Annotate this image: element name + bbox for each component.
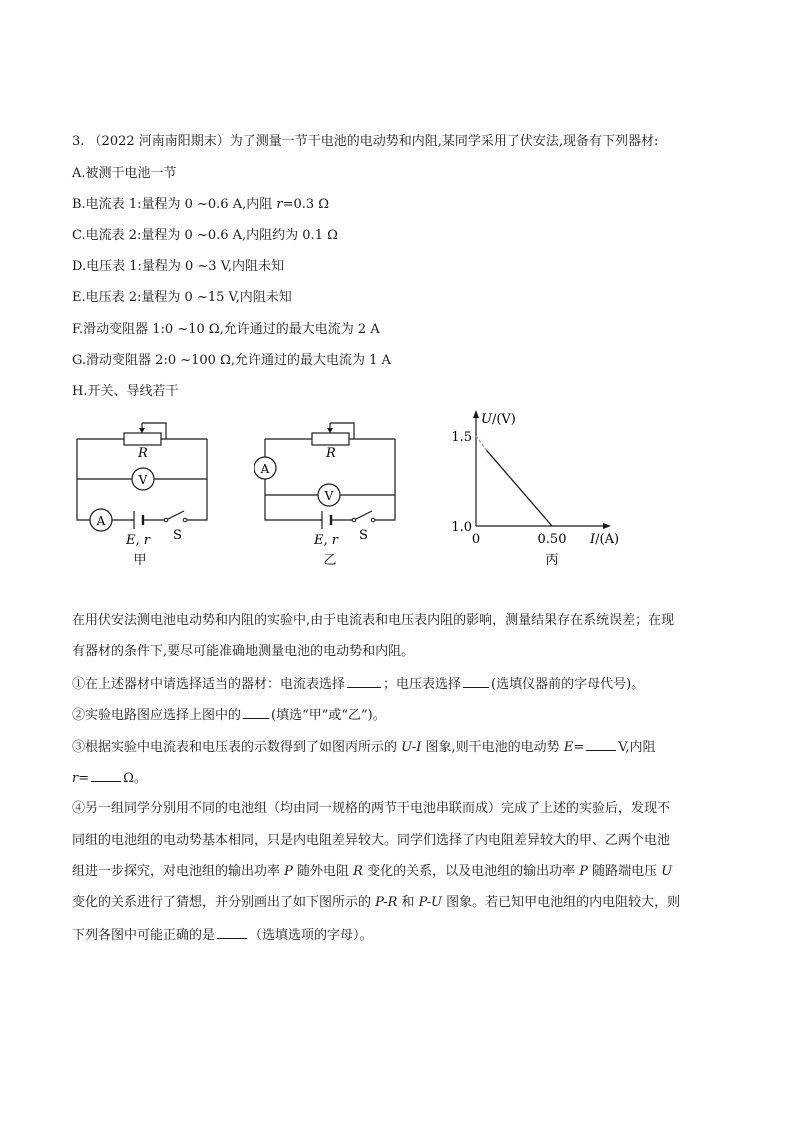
answer-blank-voltmeter[interactable] (463, 675, 489, 688)
option-e: E.电压表 2:量程为 0 ~15 V,内阻未知 (72, 290, 292, 305)
label-a: A (260, 462, 270, 476)
y-tick-bottom: 1.0 (451, 520, 472, 535)
label-r: R (138, 446, 148, 461)
x-tick-zero: 0 (471, 532, 481, 547)
caption-yi: 乙 (323, 553, 337, 568)
caption-jia: 甲 (133, 553, 147, 568)
label-er: E, r (314, 533, 338, 548)
question-stem-text: 为了测量一节干电池的电动势和内阻,某同学采用了伏安法,现备有下列器材: (229, 134, 659, 149)
x-axis-label: I/(A) (590, 532, 620, 547)
option-h: H.开关、导线若干 (72, 384, 179, 399)
label-s: S (173, 528, 182, 543)
ui-graph-bing (448, 405, 628, 570)
y-tick-top: 1.5 (451, 430, 472, 445)
question-number: 3. (72, 134, 85, 149)
circuit-yi (254, 405, 404, 570)
y-axis-label: U/(V) (481, 412, 516, 427)
slider-arrow-icon (327, 428, 333, 433)
resistor-r (124, 433, 161, 445)
ui-line-extension (476, 436, 487, 450)
question-4-line-2: 同组的电池组的电动势基本相同，只是内电阻差异较大。同学们选择了内电阻差异较大的甲、乙两个电池 (72, 833, 671, 848)
slider-arrow-icon (139, 428, 145, 433)
circuit-jia (66, 405, 216, 570)
intro-line-1: 在用伏安法测电池电动势和内阻的实验中,由于电流表和电压表内阻的影响，测量结果存在系统误差；在现 (72, 613, 675, 628)
answer-blank-resistance[interactable] (91, 769, 121, 782)
question-stem (72, 133, 658, 151)
resistor-r (312, 433, 349, 445)
slider-wire (142, 423, 166, 439)
answer-blank-ammeter[interactable] (347, 675, 381, 688)
label-s: S (359, 528, 368, 543)
answer-blank-choice[interactable] (217, 926, 247, 939)
question-source: （2022 河南南阳期末） (88, 134, 230, 149)
question-1: ①在上述器材中请选择适当的器材：电流表选择 ；电压表选择 (选填仪器前的字母代号)。 (72, 677, 645, 692)
question-3-cont: r= Ω。 (72, 771, 147, 786)
switch (354, 511, 372, 520)
ui-line (487, 450, 552, 526)
option-a: A.被测干电池一节 (72, 166, 177, 181)
option-f: F.滑动变阻器 1:0 ~10 Ω,允许通过的最大电流为 2 A (72, 322, 380, 337)
question-4-line-1: ④另一组同学分别用不同的电池组（均由同一规格的两节干电池串联而成）完成了上述的实验后，发现不 (72, 801, 671, 816)
question-2: ②实验电路图应选择上图中的 (填选“甲”或“乙”)。 (72, 708, 386, 723)
answer-blank-emf[interactable] (586, 738, 616, 751)
label-a: A (96, 514, 106, 528)
label-v: V (138, 473, 148, 487)
question-4-line-3: 组进一步探究，对电池组的输出功率 P 随外电阻 R 变化的关系，以及电池组的输出功率 P 随路端电压 U (72, 864, 673, 879)
question-4-line-4: 变化的关系进行了猜想，并分别画出了如下图所示的 P-R 和 P-U 图象。若已知甲电池组的内电阻较大，则 (72, 895, 681, 910)
label-r: R (326, 446, 336, 461)
caption-bing: 丙 (545, 553, 559, 568)
option-g: G.滑动变阻器 2:0 ~100 Ω,允许通过的最大电流为 1 A (72, 353, 391, 368)
switch (166, 511, 184, 520)
x-tick-050: 0.50 (537, 532, 567, 547)
intro-line-2: 有器材的条件下,要尽可能准确地测量电池的电动势和内阻。 (72, 644, 415, 659)
option-d: D.电压表 1:量程为 0 ~3 V,内阻未知 (72, 259, 284, 274)
option-c: C.电流表 2:量程为 0 ~0.6 A,内阻约为 0.1 Ω (72, 228, 338, 243)
answer-blank-circuit[interactable] (243, 706, 269, 719)
label-v: V (324, 489, 334, 503)
label-er: E, r (126, 533, 150, 548)
x-axis-arrow-icon (603, 523, 611, 529)
question-3: ③根据实验中电流表和电压表的示数得到了如图丙所示的 U-I 图象,则干电池的电动势 E= V,内阻 (72, 740, 656, 755)
question-4-line-5: 下列各图中可能正确的是 （选填选项的字母）。 (72, 928, 373, 943)
option-b: B.电流表 1:量程为 0 ~0.6 A,内阻 r=0.3 Ω (72, 197, 330, 212)
y-axis-arrow-icon (473, 410, 479, 418)
